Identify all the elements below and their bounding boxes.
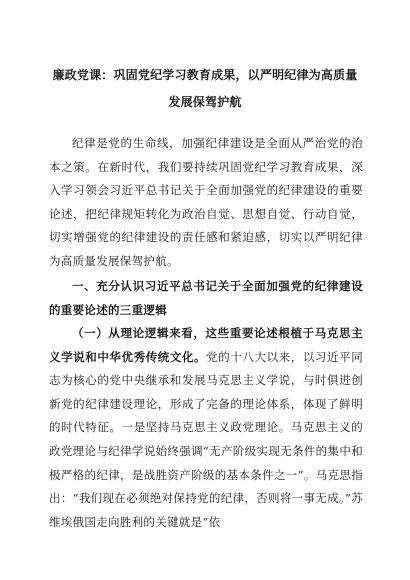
document-title-line2: 发展保驾护航 xyxy=(168,95,242,109)
document-title-line1: 廉政党课：巩固党纪学习教育成果，以严明纪律为高质量 xyxy=(52,68,358,82)
section-paragraph-1 xyxy=(49,322,363,534)
subheading-1: （一）从理论逻辑来看，这些重要论述根植于马克思主义学说和中华优秀传统文化。 xyxy=(49,326,363,364)
intro-paragraph: 纪律是党的生命线，加强纪律建设是全面从严治党的治本之策。在新时代，我们要持续巩固党纪学习教育成果，深入学习领会习近平总书记关于全面加强党的纪律建设的重要论述，把纪律规矩转化为政治自觉、思想自觉、行动自觉，切实增强党的纪律建设的责任感和紧迫感，切实以严明纪律为高质量发展保驾护航。 xyxy=(49,136,363,268)
paragraph-body: 党的十八大以来，以习近平同志为核心的党中央继承和发展马克思主义学说，与时俱进创新党的纪律建设理论，形成了完备的理论体系，体现了鲜明的时代特征。一是坚持马克思主义政党理论。马克思主义的政党理论与纪律学说始终强调“无产阶级实现无条件的集中和极严格的纪律，是战胜资产阶级的基本条件之一”。马克思指出：“我们现在必须绝对保持党的纪律，否则将一事无成。”苏维埃俄国走向胜利的关键就是“依 xyxy=(49,349,363,529)
section-heading-1: 一、充分认识习近平总书记关于全面加强党的纪律建设的重要论述的三重逻辑 xyxy=(49,279,363,317)
